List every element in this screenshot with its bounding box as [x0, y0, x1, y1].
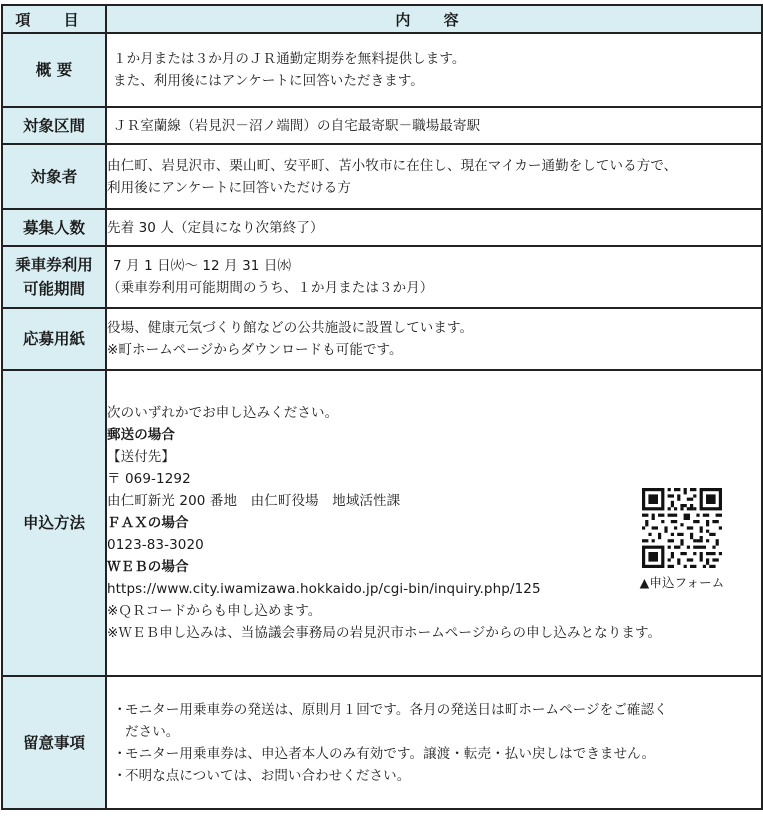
row-content	[106, 209, 762, 246]
content-line: 利用後にアンケートに回答いただける方	[107, 179, 351, 196]
row-label: 申込方法	[2, 370, 106, 676]
header-item: 項 目	[2, 5, 106, 33]
row-label: 概 要	[2, 33, 106, 107]
web-heading: ＷＥＢの場合	[107, 559, 189, 575]
row-content	[106, 370, 762, 676]
note-text: 不明な点については、お問い合わせください。	[125, 767, 411, 784]
row-label: 募集人数	[2, 209, 106, 246]
bullet-mark: ・	[113, 767, 127, 784]
mail-destination: 【送付先】	[107, 449, 175, 465]
content-line: 役場、健康元気づくり館などの公共施設に設置しています。	[107, 320, 474, 336]
apply-intro: 次のいずれかでお申し込みください。	[107, 405, 339, 421]
content-line: １か月または３か月のＪＲ通勤定期券を無料提供します。	[113, 51, 466, 67]
row-content	[106, 246, 762, 308]
row-content	[106, 144, 762, 209]
row-content	[106, 33, 762, 107]
row-label: 対象者	[2, 144, 106, 209]
table-header-row	[2, 5, 762, 33]
row-label: 留意事項	[2, 676, 106, 809]
row-content	[106, 308, 762, 370]
row-section	[2, 107, 762, 144]
row-content	[106, 676, 762, 809]
row-overview	[2, 33, 762, 107]
row-content	[106, 107, 762, 144]
fax-heading: ＦＡＸの場合	[107, 515, 189, 531]
mail-address: 由仁町新光 200 番地 由仁町役場 地域活性課	[107, 493, 401, 509]
note-continuation: ださい。	[125, 723, 180, 740]
content-line: 由仁町、岩見沢市、栗山町、安平町、苫小牧市に在住し、現在マイカー通勤をしている方で、	[107, 157, 678, 174]
web-url[interactable]: https://www.city.iwamizawa.hokkaido.jp/cgi-bin/inquiry.php/125	[107, 581, 541, 597]
row-label: 対象区間	[2, 107, 106, 144]
mail-heading: 郵送の場合	[107, 427, 175, 443]
list-item	[113, 699, 761, 721]
apply-block	[107, 398, 761, 648]
content-line: （乗車券利用可能期間のうち、１か月または３か月）	[107, 280, 434, 296]
info-table	[1, 4, 763, 810]
row-label-line: 乗車券利用	[15, 256, 93, 274]
content-line: 7 月 1 日㈫～ 12 月 31 日㈬	[113, 258, 292, 274]
list-item	[113, 765, 761, 787]
row-label: 応募用紙	[2, 308, 106, 370]
content-line: また、利用後にはアンケートに回答いただきます。	[113, 73, 424, 89]
bullet-mark: ・	[113, 701, 127, 718]
fax-number: 0123-83-3020	[107, 537, 204, 553]
qr-block	[627, 488, 737, 594]
qr-caption: ▲申込フォーム	[639, 575, 725, 590]
qr-code-icon[interactable]	[642, 488, 722, 568]
note-text: モニター用乗車券の発送は、原則月１回です。各月の発送日は町ホームページをご確認く	[125, 701, 668, 718]
content-line: ＪＲ室蘭線（岩見沢－沼ノ端間）の自宅最寄駅－職場最寄駅	[113, 117, 481, 134]
row-label	[2, 246, 106, 308]
qr-note: ※ＱＲコードからも申し込めます。	[107, 603, 322, 619]
content-line: ※町ホームページからダウンロードも可能です。	[107, 342, 403, 358]
row-capacity	[2, 209, 762, 246]
list-item	[113, 743, 761, 765]
header-content: 内 容	[106, 5, 762, 33]
note-text: モニター用乗車券は、申込者本人のみ有効です。譲渡・転売・払い戻しはできません。	[125, 745, 656, 762]
row-period	[2, 246, 762, 308]
row-apply	[2, 370, 762, 676]
postal-code: 〒 069-1292	[107, 471, 191, 487]
bullet-mark: ・	[113, 745, 127, 762]
row-form	[2, 308, 762, 370]
row-target	[2, 144, 762, 209]
row-notes	[2, 676, 762, 809]
row-label-line: 可能期間	[22, 280, 85, 298]
web-note: ※ＷＥＢ申し込みは、当協議会事務局の岩見沢市ホームページからの申し込みとなります。	[107, 625, 662, 641]
content-line: 先着 30 人（定員になり次第終了）	[107, 219, 324, 236]
